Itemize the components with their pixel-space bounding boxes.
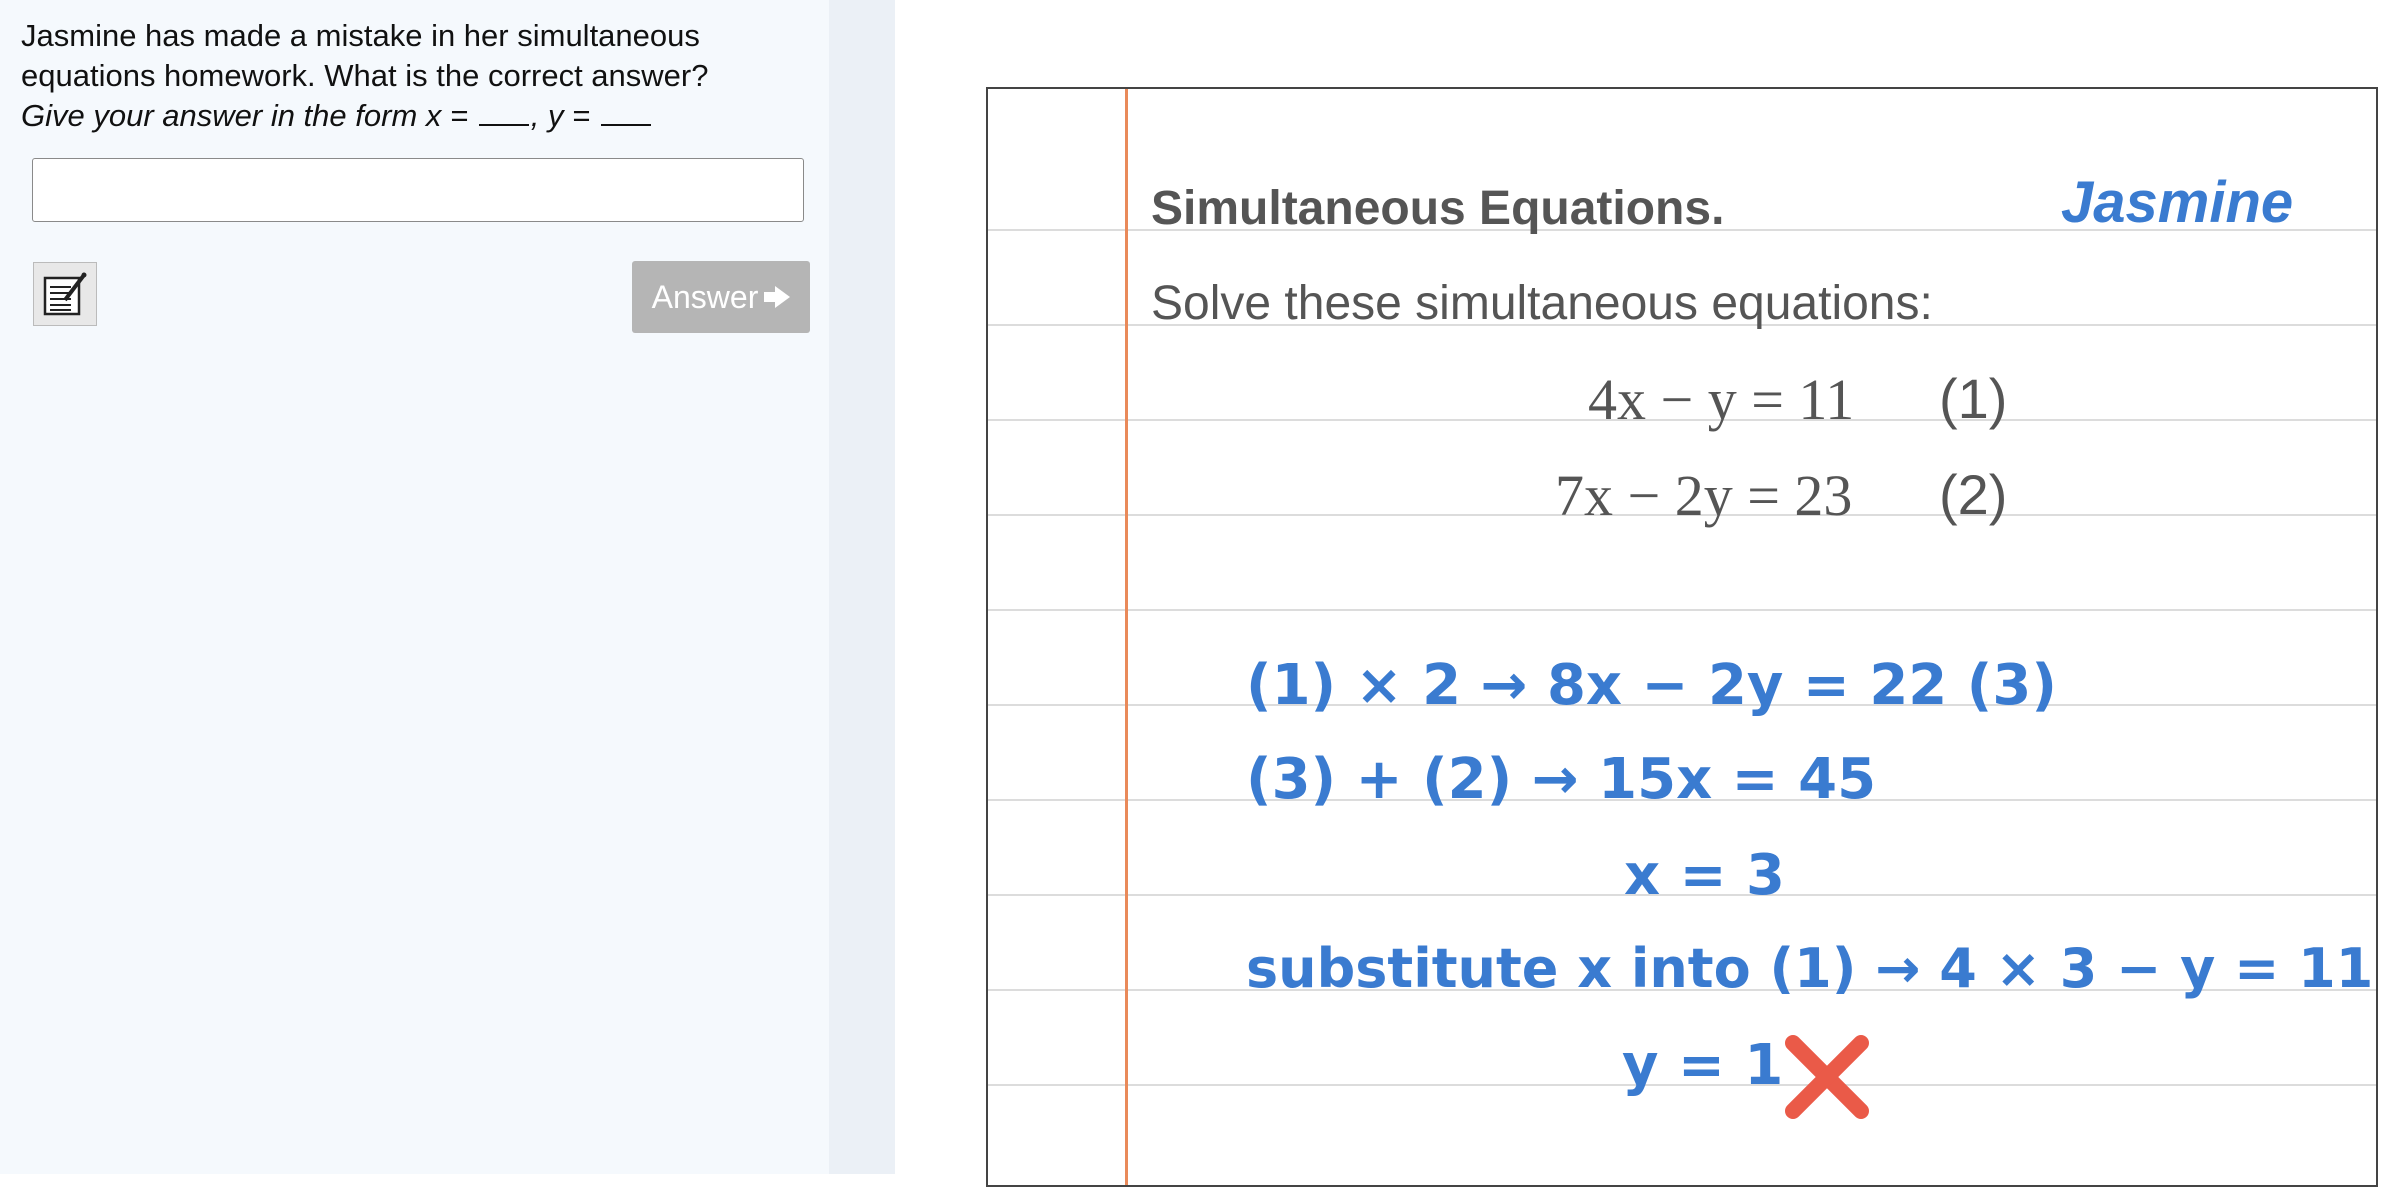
question-text-line1: Jasmine has made a mistake in her simultaneous [21,18,700,53]
worksheet-instruction: Solve these simultaneous equations: [1151,277,1933,330]
question-panel [0,0,829,1174]
equation-2: 7x − 2y = 23 [1555,463,1853,528]
equation-1-label: (1) [1939,367,2008,430]
working-step-4: substitute x into (1) → 4 × 3 − y = 11 [1246,937,2374,1000]
cross-icon [1783,1033,1873,1123]
working-step-2: (3) + (2) → 15x = 45 [1246,747,1877,812]
arrow-right-icon [764,286,790,308]
notepad-icon [41,270,89,318]
equation-2-label: (2) [1939,463,2008,526]
working-step-3: x = 3 [1624,843,1785,908]
answer-button[interactable] [632,261,810,333]
question-text-line2: equations homework. What is the correct answer? [21,58,709,93]
answer-button-label: Answer [651,278,759,315]
notes-button[interactable] [33,262,97,326]
student-name: Jasmine [2061,170,2294,235]
blank-y [601,98,651,126]
working-step-5: y = 1 [1622,1033,1784,1098]
ruled-line [988,609,2376,611]
answer-format-hint [21,96,653,136]
working-step-1: (1) × 2 → 8x − 2y = 22 (3) [1246,653,2057,718]
equation-1: 4x − y = 11 [1588,367,1855,432]
answer-input[interactable] [32,158,804,222]
margin-line [1125,89,1128,1185]
homework-notebook-image [986,87,2378,1187]
hint-prefix: Give your answer in the form x = [21,98,477,133]
blank-x [479,98,529,126]
panel-divider [829,0,895,1174]
hint-mid: , y = [530,98,599,133]
worksheet-title: Simultaneous Equations. [1151,182,1725,235]
